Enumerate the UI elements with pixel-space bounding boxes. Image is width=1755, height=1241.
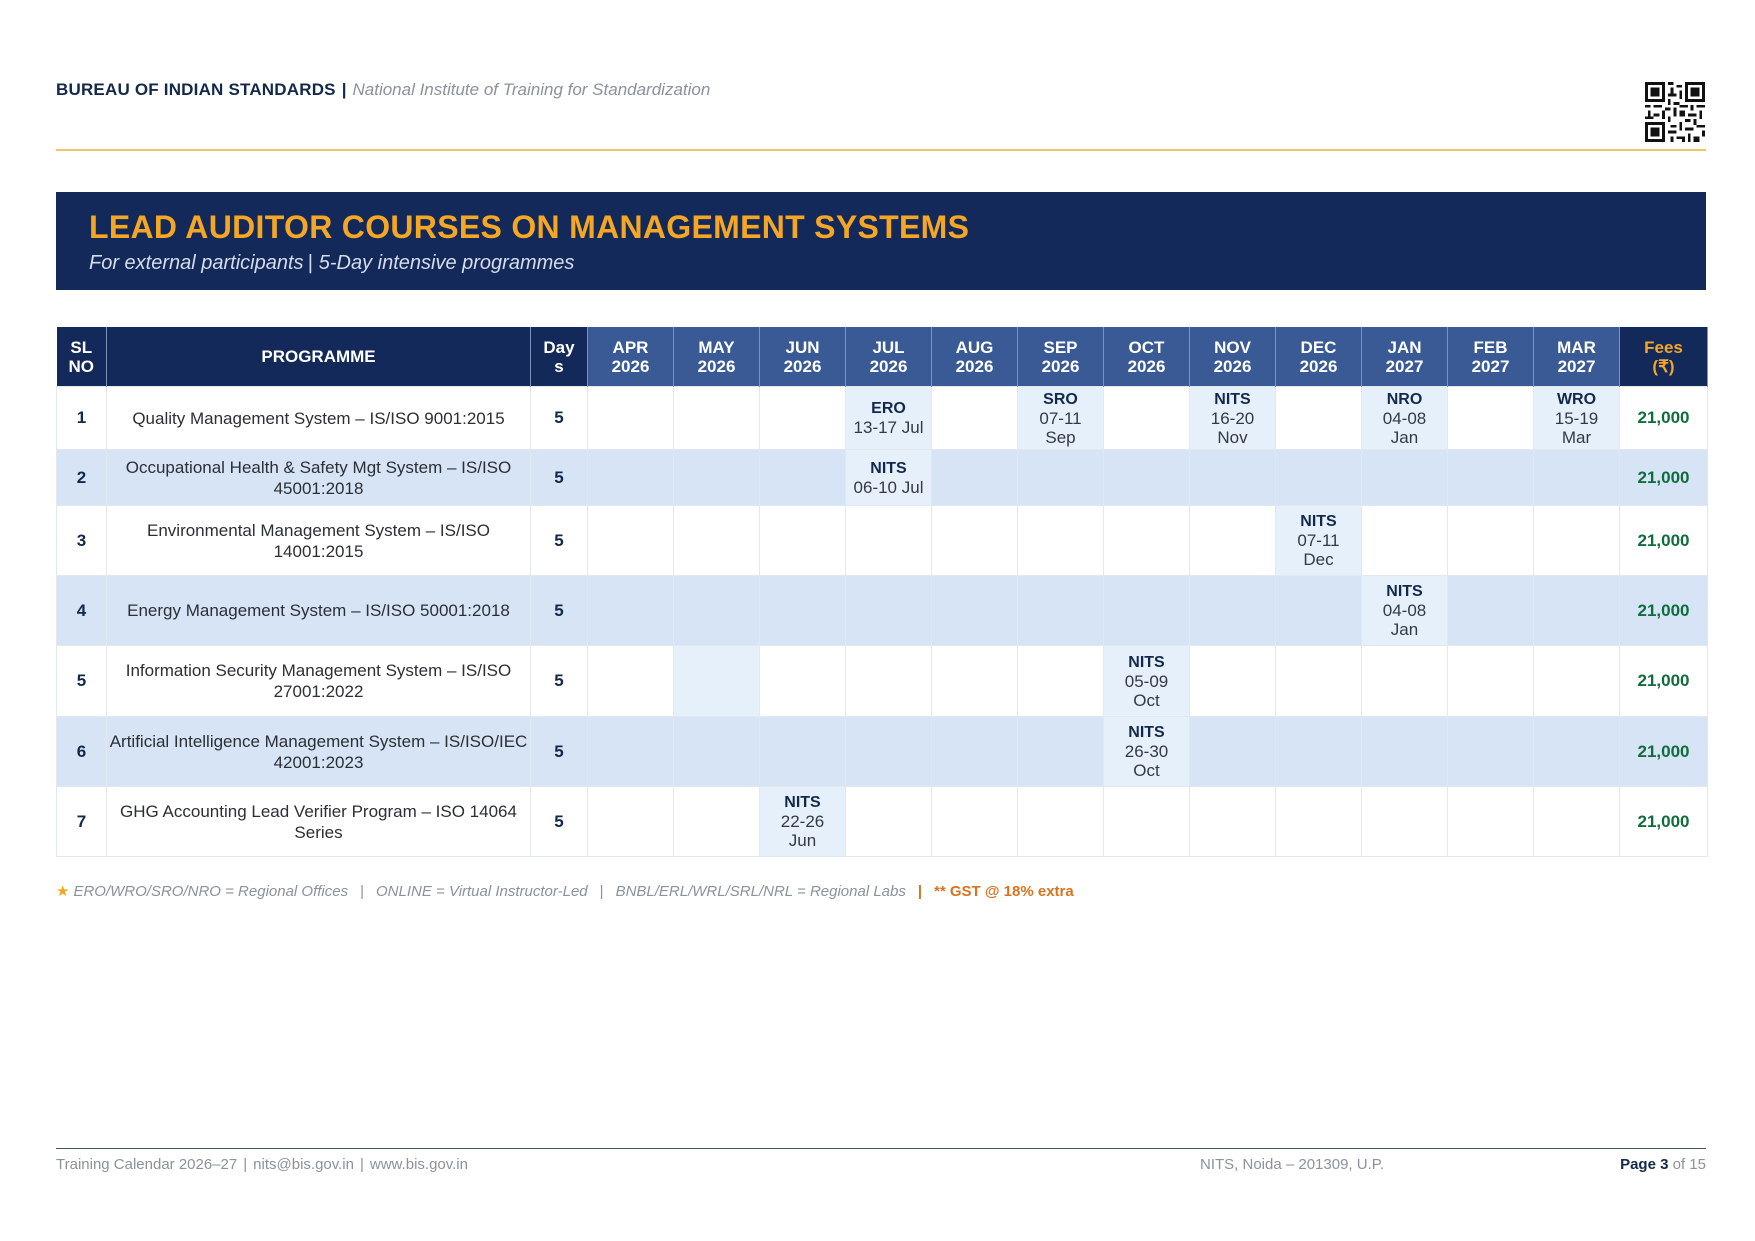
month-cell — [932, 717, 1018, 787]
row-programme: Energy Management System – IS/ISO 50001:2018 — [107, 576, 531, 646]
month-cell — [1104, 787, 1190, 857]
header-month: JUN 2026 — [760, 327, 846, 387]
row-sl-no: 3 — [57, 506, 107, 576]
legend-online: ONLINE = Virtual Instructor-Led — [376, 883, 588, 900]
month-cell — [846, 787, 932, 857]
page-title: LEAD AUDITOR COURSES ON MANAGEMENT SYSTEMS — [89, 209, 970, 245]
row-fee: 21,000 — [1620, 717, 1708, 787]
month-cell — [1018, 646, 1104, 717]
table-row — [57, 576, 1708, 646]
footer-website: www.bis.gov.in — [369, 1156, 468, 1173]
row-sl-no: 7 — [57, 787, 107, 857]
month-cell — [1448, 450, 1534, 506]
month-cell — [1018, 717, 1104, 787]
month-cell — [932, 646, 1018, 717]
training-calendar-table — [56, 327, 1708, 857]
legend-regional-labs: BNBL/ERL/WRL/SRL/NRL = Regional Labs — [615, 883, 906, 900]
month-cell — [1534, 717, 1620, 787]
row-programme: Quality Management System – IS/ISO 9001:2015 — [107, 387, 531, 450]
row-days: 5 — [531, 450, 588, 506]
month-cell — [1276, 450, 1362, 506]
row-programme: Occupational Health & Safety Mgt System – IS/ISO 45001:2018 — [107, 450, 531, 506]
table-row — [57, 506, 1708, 576]
session-cell: SRO 07-11 Sep — [1018, 387, 1104, 450]
row-days: 5 — [531, 387, 588, 450]
month-cell — [588, 787, 674, 857]
month-cell — [760, 717, 846, 787]
month-cell — [1276, 646, 1362, 717]
month-cell — [1276, 787, 1362, 857]
header-month: OCT 2026 — [1104, 327, 1190, 387]
month-cell — [1448, 506, 1534, 576]
month-cell — [1362, 646, 1448, 717]
session-cell: NITS 16-20 Nov — [1190, 387, 1276, 450]
month-cell — [588, 717, 674, 787]
month-cell — [1104, 576, 1190, 646]
month-cell — [674, 646, 760, 717]
row-programme: GHG Accounting Lead Verifier Program – ISO 14064 Series — [107, 787, 531, 857]
table-row — [57, 646, 1708, 717]
header-month: MAY 2026 — [674, 327, 760, 387]
month-cell — [588, 576, 674, 646]
row-programme: Artificial Intelligence Management System – IS/ISO/IEC 42001:2023 — [107, 717, 531, 787]
table-row — [57, 387, 1708, 450]
month-cell — [1362, 787, 1448, 857]
row-days: 5 — [531, 646, 588, 717]
header-days: Day s — [531, 327, 588, 387]
month-cell — [1190, 506, 1276, 576]
month-cell — [1534, 787, 1620, 857]
month-cell — [588, 387, 674, 450]
month-cell — [1362, 717, 1448, 787]
month-cell — [1190, 787, 1276, 857]
month-cell — [932, 387, 1018, 450]
session-cell: NITS 22-26 Jun — [760, 787, 846, 857]
month-cell — [760, 450, 846, 506]
month-cell — [1276, 576, 1362, 646]
month-cell — [760, 387, 846, 450]
footer-contact: Training Calendar 2026–27 | nits@bis.gov.in | www.bis.gov.in — [56, 1156, 468, 1173]
footer-calendar-label: Training Calendar 2026–27 — [56, 1156, 238, 1173]
month-cell — [1534, 450, 1620, 506]
month-cell — [674, 387, 760, 450]
month-cell — [1276, 717, 1362, 787]
month-cell — [674, 787, 760, 857]
month-cell — [1362, 450, 1448, 506]
row-sl-no: 2 — [57, 450, 107, 506]
month-cell — [1448, 787, 1534, 857]
month-cell — [932, 450, 1018, 506]
page-header — [56, 80, 710, 100]
page-number: Page 3 of 15 — [1620, 1156, 1706, 1173]
month-cell — [932, 506, 1018, 576]
row-days: 5 — [531, 787, 588, 857]
month-cell — [1448, 717, 1534, 787]
row-programme: Information Security Management System – IS/ISO 27001:2022 — [107, 646, 531, 717]
month-cell — [1448, 387, 1534, 450]
header-sl-no: SL NO — [57, 327, 107, 387]
month-cell — [1018, 787, 1104, 857]
session-cell: NITS 07-11 Dec — [1276, 506, 1362, 576]
month-cell — [1534, 576, 1620, 646]
header-fees: Fees (₹) — [1620, 327, 1708, 387]
row-sl-no: 5 — [57, 646, 107, 717]
month-cell — [1276, 387, 1362, 450]
row-fee: 21,000 — [1620, 646, 1708, 717]
header-month: JUL 2026 — [846, 327, 932, 387]
subtitle-audience: For external participants — [89, 252, 304, 274]
month-cell — [846, 646, 932, 717]
gst-note: ** GST @ 18% extra — [934, 883, 1074, 900]
star-icon: ★ — [56, 883, 70, 900]
institute-name: National Institute of Training for Standardization — [352, 80, 711, 99]
footer-email: nits@bis.gov.in — [253, 1156, 354, 1173]
row-days: 5 — [531, 576, 588, 646]
header-rule — [56, 149, 1706, 151]
month-cell — [846, 717, 932, 787]
header-month: AUG 2026 — [932, 327, 1018, 387]
month-cell — [588, 450, 674, 506]
footer-address: NITS, Noida – 201309, U.P. — [1200, 1156, 1384, 1173]
row-fee: 21,000 — [1620, 576, 1708, 646]
month-cell — [1018, 450, 1104, 506]
row-sl-no: 1 — [57, 387, 107, 450]
qr-code-icon — [1645, 82, 1705, 142]
month-cell — [1190, 646, 1276, 717]
month-cell — [932, 576, 1018, 646]
table-row — [57, 717, 1708, 787]
row-sl-no: 6 — [57, 717, 107, 787]
month-cell — [1534, 506, 1620, 576]
table-row — [57, 450, 1708, 506]
table-row — [57, 787, 1708, 857]
row-fee: 21,000 — [1620, 787, 1708, 857]
page-subtitle — [89, 252, 574, 275]
header-month: APR 2026 — [588, 327, 674, 387]
month-cell — [1104, 506, 1190, 576]
org-name: BUREAU OF INDIAN STANDARDS — [56, 80, 336, 99]
row-fee: 21,000 — [1620, 450, 1708, 506]
session-cell: NITS 26-30 Oct — [1104, 717, 1190, 787]
session-cell: ERO 13-17 Jul — [846, 387, 932, 450]
session-cell: NITS 04-08 Jan — [1362, 576, 1448, 646]
month-cell — [588, 506, 674, 576]
month-cell — [1190, 450, 1276, 506]
month-cell — [1104, 387, 1190, 450]
row-days: 5 — [531, 506, 588, 576]
month-cell — [674, 576, 760, 646]
header-month: JAN 2027 — [1362, 327, 1448, 387]
month-cell — [1190, 576, 1276, 646]
row-fee: 21,000 — [1620, 506, 1708, 576]
subtitle-format: 5-Day intensive programmes — [318, 252, 575, 274]
subtitle-separator: | — [307, 252, 313, 274]
month-cell — [1362, 506, 1448, 576]
month-cell — [674, 717, 760, 787]
month-cell — [760, 506, 846, 576]
session-cell: NITS 06-10 Jul — [846, 450, 932, 506]
month-cell — [846, 506, 932, 576]
month-cell — [932, 787, 1018, 857]
month-cell — [1190, 717, 1276, 787]
legend-note: ★ ERO/WRO/SRO/NRO = Regional Offices | ONLINE = Virtual Instructor-Led | BNBL/ERL/WRL/SRL/NRL = Regional Labs | ** GST @ 18% extra — [56, 883, 1074, 900]
header-month: MAR 2027 — [1534, 327, 1620, 387]
row-sl-no: 4 — [57, 576, 107, 646]
month-cell — [1018, 506, 1104, 576]
month-cell — [1104, 450, 1190, 506]
month-cell — [1018, 576, 1104, 646]
header-month: NOV 2026 — [1190, 327, 1276, 387]
row-days: 5 — [531, 717, 588, 787]
month-cell — [760, 576, 846, 646]
month-cell — [1534, 646, 1620, 717]
footer-rule — [56, 1148, 1706, 1149]
title-banner — [56, 192, 1706, 290]
header-programme: PROGRAMME — [107, 327, 531, 387]
month-cell — [1448, 646, 1534, 717]
month-cell — [674, 450, 760, 506]
table-header-row — [57, 327, 1708, 387]
session-cell: NITS 05-09 Oct — [1104, 646, 1190, 717]
month-cell — [588, 646, 674, 717]
row-fee: 21,000 — [1620, 387, 1708, 450]
header-month: DEC 2026 — [1276, 327, 1362, 387]
session-cell: WRO 15-19 Mar — [1534, 387, 1620, 450]
month-cell — [1448, 576, 1534, 646]
legend-regional-offices: ERO/WRO/SRO/NRO = Regional Offices — [73, 883, 349, 900]
month-cell — [846, 576, 932, 646]
header-month: SEP 2026 — [1018, 327, 1104, 387]
row-programme: Environmental Management System – IS/ISO 14001:2015 — [107, 506, 531, 576]
header-separator: | — [341, 80, 347, 99]
header-month: FEB 2027 — [1448, 327, 1534, 387]
session-cell: NRO 04-08 Jan — [1362, 387, 1448, 450]
month-cell — [674, 506, 760, 576]
month-cell — [760, 646, 846, 717]
